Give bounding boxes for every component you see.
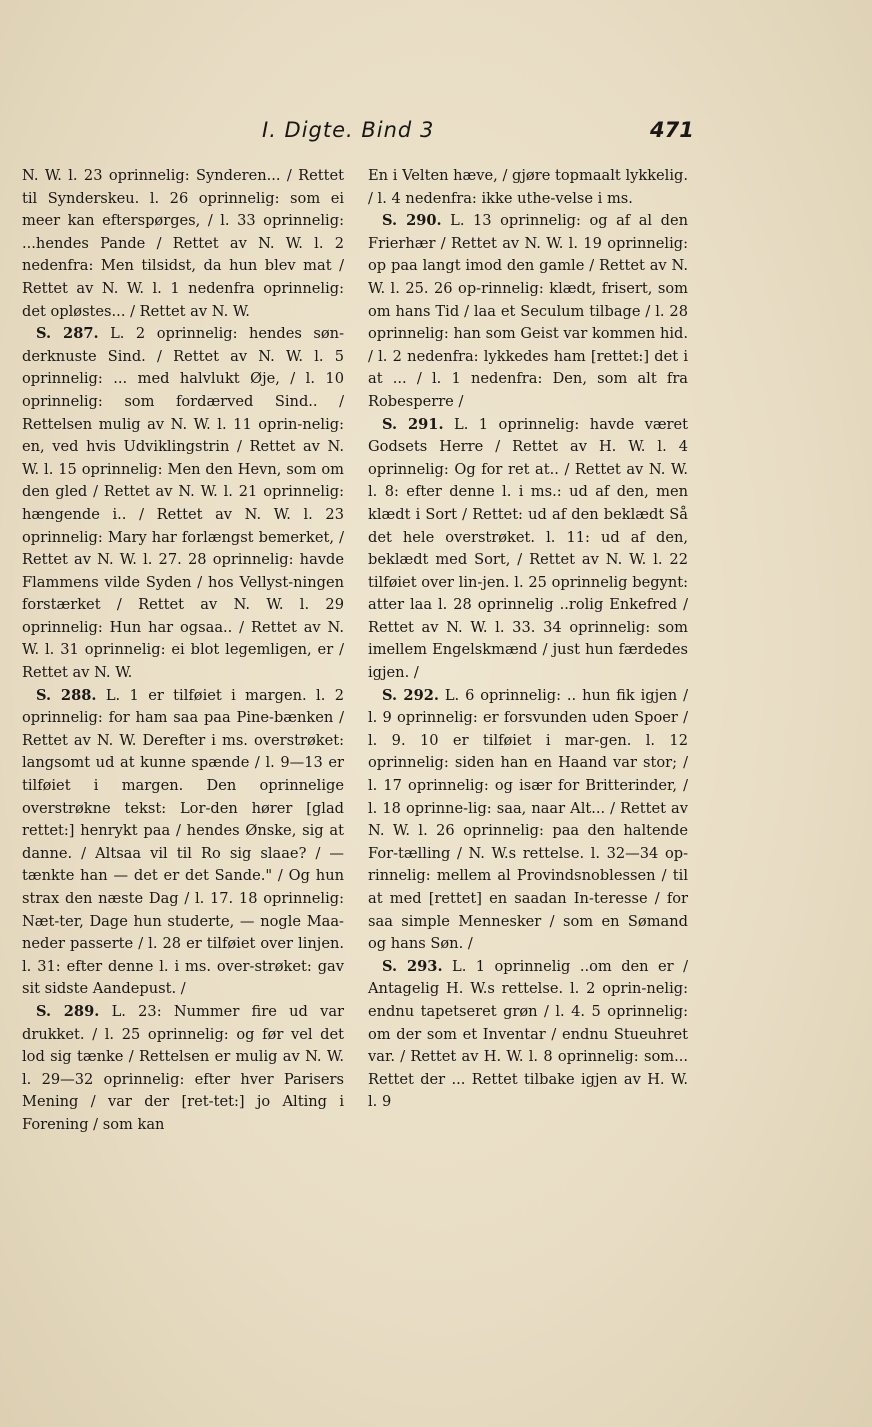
page-number: 471 <box>650 118 694 142</box>
left-column <box>22 165 344 1137</box>
section-ref: S. 290. <box>382 212 442 230</box>
note-text: L. 2 oprinnelig: hendes søn-derknuste Sind. / Rettet av N. W. l. 5 oprinnelig: ... med halvlukt Øje, / l. 10 oprinnelig: som fordærved Sind.. / Rettelsen mulig av N. W. l. 11 oprin-nelig: en, ved hvis Udviklingstrin / Rettet av N. W. l. 15 oprinnelig: Men den Hevn, som om den gled / Rettet av N. W. l. 21 oprinnelig: hængende i.. / Rettet av N. W. l. 23 oprinnelig: Mary har forlængst bemerket, / Rettet av N. W. l. 27. 28 oprinnelig: havde Flammens vilde Syden / hos Vellyst-ningen forstærket / Rettet av N. W. l. 29 oprinnelig: Hun har ogsaa.. / Rettet av N. W. l. 31 oprinnelig: ei blot legemligen, er / Rettet av N. W. <box>22 325 344 682</box>
section-ref: S. 291. <box>382 415 444 433</box>
page-header <box>0 118 872 150</box>
note-text: N. W. l. 23 oprinnelig: Synderen... / Rettet til Synderskeu. l. 26 oprinnelig: som ei meer kan efterspørges, / l. 33 oprinnelig: ...hendes Pande / Rettet av N. W. l. 2 nedenfra: Men tilsidst, da hun blev mat / Rettet av N. W. l. 1 nedenfra oprinnelig: det opløstes... / Rettet av N. W. <box>22 167 344 320</box>
right-column <box>368 165 688 1114</box>
section-ref: S. 293. <box>382 957 443 975</box>
note-text: L. 1 oprinnelig ..om den er / Antagelig H. W.s rettelse. l. 2 oprin-nelig: endnu tapetseret grøn / l. 4. 5 oprinnelig: om der som et Inventar / endnu Stueuhret var. / Rettet av H. W. l. 8 oprinnelig: som... Rettet der ... Rettet tilbake igjen av H. W. l. 9 <box>368 957 688 1111</box>
note-paragraph <box>368 165 688 210</box>
section-ref: S. 287. <box>36 325 99 343</box>
note-paragraph <box>22 1001 344 1137</box>
note-paragraph <box>22 165 344 323</box>
note-text: L. 23: Nummer fire ud var drukket. / l. 25 oprinnelig: og før vel det lod sig tænke / Rettelsen er mulig av N. W. l. 29—32 oprinnelig: efter hver Parisers Mening / var der [ret-tet:] jo Alting i Forening / som kan <box>22 1002 344 1133</box>
running-title: I. Digte. Bind 3 <box>262 118 435 142</box>
note-paragraph <box>368 210 688 413</box>
note-paragraph <box>368 685 688 956</box>
note-text: En i Velten hæve, / gjøre topmaalt lykkelig. / l. 4 nedenfra: ikke uthe-velse i ms. <box>368 167 688 207</box>
note-paragraph <box>22 685 344 1001</box>
note-paragraph <box>368 414 688 685</box>
note-paragraph <box>368 956 688 1114</box>
note-text: L. 1 er tilføiet i margen. l. 2 oprinnelig: for ham saa paa Pine-bænken / Rettet av N. W. Derefter i ms. overstrøket: langsomt ud at kunne spænde / l. 9—13 er tilføiet i margen. Den oprinnelige overstrøkne tekst: Lor-den hører [glad rettet:] henrykt paa / hendes Ønske, sig at danne. / Altsaa vil til Ro sig slaae? / — tænkte han — det er det Sande." / Og hun strax den næste Dag / l. 17. 18 oprinnelig: Næt-ter, Dage hun studerte, — nogle Maa-neder passerte / l. 28 er tilføiet over linjen. l. 31: efter denne l. i ms. over-strøket: gav sit sidste Aandepust. / <box>22 686 345 998</box>
section-ref: S. 288. <box>36 686 97 704</box>
section-ref: S. 289. <box>36 1002 100 1020</box>
note-paragraph <box>22 323 344 685</box>
note-text: L. 1 oprinnelig: havde været Godsets Herre / Rettet av H. W. l. 4 oprinnelig: Og for ret at.. / Rettet av N. W. l. 8: efter denne l. i ms.: ud af den, men klædt i Sort / Rettet: ud af den beklædt Så det hele overstrøket. l. 11: ud af den, beklædt med Sort, / Rettet av N. W. l. 22 tilføiet over lin-jen. l. 25 oprinnelig begynt: atter laa l. 28 oprinnelig ..rolig Enkefred / Rettet av N. W. l. 33. 34 oprinnelig: som imellem Engelskmænd / just hun færdedes igjen. / <box>368 415 689 682</box>
section-ref: S. 292. <box>382 686 439 704</box>
note-text: L. 6 oprinnelig: .. hun fik igjen / l. 9 oprinnelig: er forsvunden uden Spoer / l. 9. 10 er tilføiet i mar-gen. l. 12 oprinnelig: siden han en Haand var stor; / l. 17 oprinnelig: og især for Britterinder, / l. 18 oprinne-lig: saa, naar Alt... / Rettet av N. W. l. 26 oprinnelig: paa den haltende For-tælling / N. W.s rettelse. l. 32—34 op-rinnelig: mellem al Provindsnoblessen / til at med [rettet] en saadan In-teresse / for saa simple Mennesker / som en Sømand og hans Søn. / <box>368 686 688 953</box>
note-text: L. 13 oprinnelig: og af al den Frierhær / Rettet av N. W. l. 19 oprinnelig: op paa langt imod den gamle / Rettet av N. W. l. 25. 26 op-rinnelig: klædt, frisert, som om hans Tid / laa et Seculum tilbage / l. 28 oprinnelig: han som Geist var kommen hid. / l. 2 nedenfra: lykkedes ham [rettet:] det i at ... / l. 1 nedenfra: Den, som alt fra Robesperre / <box>368 212 688 410</box>
